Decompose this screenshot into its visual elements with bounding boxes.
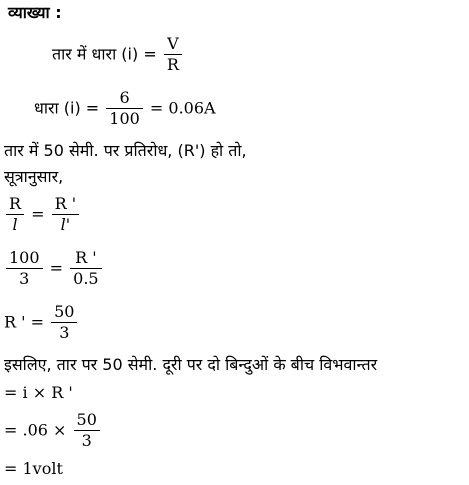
solution-heading: व्याख्या : <box>8 3 62 22</box>
left-fraction <box>6 248 43 289</box>
fraction-denominator: 3 <box>81 431 92 450</box>
resistance-fraction <box>51 302 77 343</box>
current-calculation <box>34 88 216 129</box>
fraction-numerator: 50 <box>51 302 77 323</box>
potential-substitution <box>4 410 102 451</box>
fraction-numerator: 50 <box>74 410 100 431</box>
new-resistance-length-fraction <box>52 194 80 235</box>
potential-substitution-lhs: = .06 × <box>4 420 67 440</box>
current-result: = 0.06A <box>149 98 216 118</box>
equals-sign: = <box>49 258 64 278</box>
formula-intro: सूत्रानुसार, <box>4 167 64 186</box>
fraction-denominator: 3 <box>59 323 70 342</box>
resistance-result <box>4 302 79 343</box>
fraction-numerator: R ' <box>70 248 101 269</box>
current-formula-lhs: तार में धारा (i) = <box>52 44 157 64</box>
substituted-proportion <box>4 248 104 289</box>
resistance-statement: तार में 50 सेमी. पर प्रतिरोध, (R') हो तो, <box>4 141 247 160</box>
fraction-denominator: 3 <box>19 269 30 288</box>
fraction-denominator: 0.5 <box>73 269 99 288</box>
fraction-numerator: R <box>6 194 24 215</box>
fraction-denominator: 100 <box>109 109 140 128</box>
fraction-numerator: 6 <box>106 88 143 109</box>
final-answer: = 1volt <box>4 459 63 478</box>
fraction-denominator: l <box>12 215 18 234</box>
right-fraction <box>70 248 101 289</box>
fraction-denominator: l' <box>60 215 71 234</box>
equals-sign: = <box>31 204 45 224</box>
fraction-numerator: 100 <box>6 248 43 269</box>
proportion-formula <box>4 194 81 235</box>
fraction-denominator: R <box>166 55 179 74</box>
potential-formula: = i × R ' <box>4 383 73 402</box>
voltage-over-resistance-fraction <box>164 34 182 75</box>
fraction-numerator: V <box>164 34 182 55</box>
fraction-numerator: R ' <box>52 194 80 215</box>
current-fraction <box>106 88 143 129</box>
current-formula <box>52 34 184 75</box>
current-calculation-lhs: धारा (i) = <box>34 98 100 118</box>
potential-fraction <box>74 410 100 451</box>
resistance-result-lhs: R ' = <box>4 312 45 332</box>
resistance-length-fraction <box>6 194 24 235</box>
potential-difference-statement: इसलिए, तार पर 50 सेमी. दूरी पर दो बिन्दुओं के बीच विभवान्तर <box>4 355 378 374</box>
